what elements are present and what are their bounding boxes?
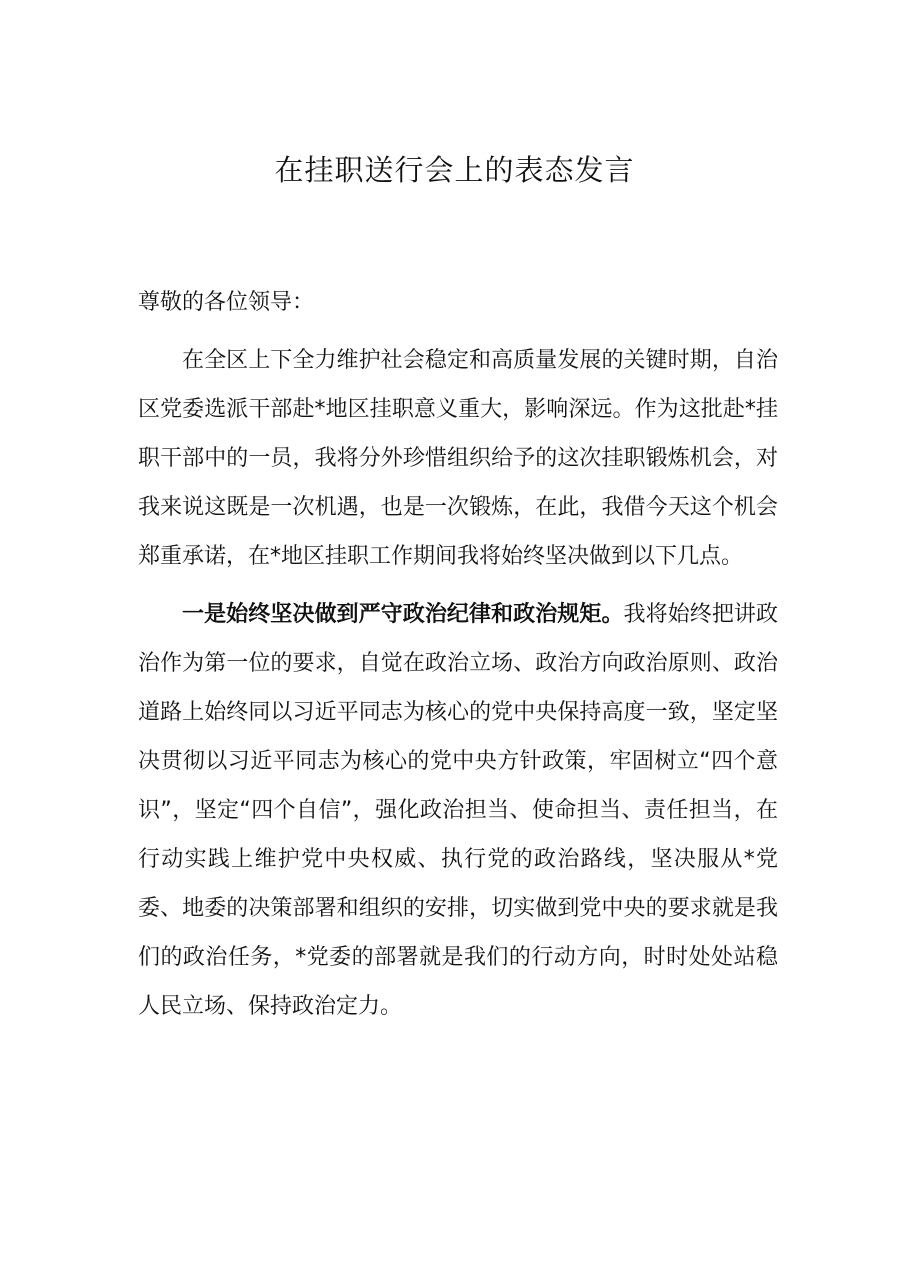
paragraph-intro [138,336,778,581]
paragraph-text: 在全区上下全力维护社会稳定和高质量发展的关键时期，自治区党委选派干部赴*地区挂职意义重大，影响深远。作为这批赴*挂职干部中的一员，我将分外珍惜组织给予的这次挂职锻炼机会，对我来说这既是一次机遇，也是一次锻炼，在此，我借今天这个机会郑重承诺，在*地区挂职工作期间我将始终坚决做到以下几点。 [138,348,778,569]
document-body [138,278,778,1040]
salutation: 尊敬的各位领导： [138,290,315,315]
paragraph-text: 我将始终把讲政治作为第一位的要求，自觉在政治立场、政治方向政治原则、政治道路上始终同以习近平同志为核心的党中央保持高度一致，坚定坚决贯彻以习近平同志为核心的党中央方针政策，牢固树立“四个意识”，坚定“四个自信”，强化政治担当、使命担当、责任担当，在行动实践上维护党中央权威、执行党的政治路线，坚决服从*党委、地委的决策部署和组织的安排，切实做到党中央的要求就是我们的政治任务，*党委的部署就是我们的行动方向，时时处处站稳人民立场、保持政治定力。 [138,602,778,1019]
paragraph-point-one [138,590,778,1031]
paragraph-lead: 一是始终坚决做到严守政治纪律和政治规矩。 [182,602,624,627]
document-title: 在挂职送行会上的表态发言 [274,153,635,187]
